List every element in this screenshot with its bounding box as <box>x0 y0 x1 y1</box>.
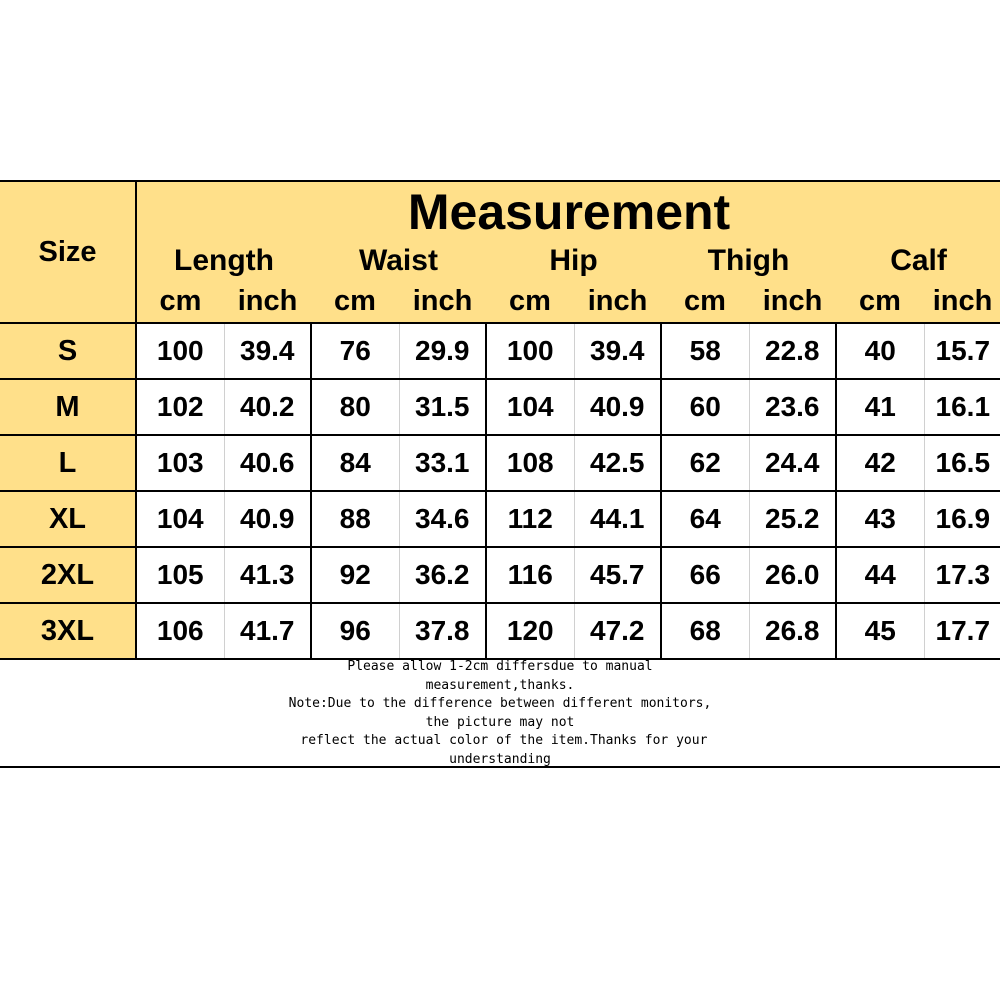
value-cell-cm: 62 <box>661 435 749 491</box>
value-cell-cm: 58 <box>661 323 749 379</box>
note-line: the picture may not <box>425 714 575 730</box>
value-cell-cm: 102 <box>136 379 224 435</box>
note-line: understanding <box>449 751 551 767</box>
unit-header-cm: cm <box>136 280 224 323</box>
value-cell-cm: 45 <box>836 603 924 659</box>
value-cell-inch: 40.6 <box>224 435 311 491</box>
value-cell-inch: 40.9 <box>224 491 311 547</box>
value-cell-inch: 29.9 <box>399 323 486 379</box>
unit-header-inch: inch <box>574 280 661 323</box>
value-cell-cm: 66 <box>661 547 749 603</box>
value-cell-cm: 76 <box>311 323 399 379</box>
table-body <box>0 323 1000 659</box>
value-cell-inch: 33.1 <box>399 435 486 491</box>
value-cell-inch: 24.4 <box>749 435 836 491</box>
value-cell-cm: 120 <box>486 603 574 659</box>
value-cell-inch: 45.7 <box>574 547 661 603</box>
size-chart <box>0 180 1000 768</box>
table-row <box>0 323 1000 379</box>
value-cell-inch: 16.9 <box>924 491 1000 547</box>
value-cell-inch: 41.7 <box>224 603 311 659</box>
value-cell-inch: 41.3 <box>224 547 311 603</box>
size-label-cell: XL <box>0 491 136 547</box>
value-cell-inch: 31.5 <box>399 379 486 435</box>
unit-header-cm: cm <box>311 280 399 323</box>
group-header-length: Length <box>136 242 311 280</box>
unit-header-cm: cm <box>486 280 574 323</box>
value-cell-cm: 60 <box>661 379 749 435</box>
value-cell-cm: 42 <box>836 435 924 491</box>
value-cell-inch: 23.6 <box>749 379 836 435</box>
value-cell-cm: 108 <box>486 435 574 491</box>
table-row <box>0 491 1000 547</box>
table-row <box>0 547 1000 603</box>
value-cell-inch: 44.1 <box>574 491 661 547</box>
group-header-calf: Calf <box>836 242 1000 280</box>
value-cell-cm: 105 <box>136 547 224 603</box>
size-column-header: Size <box>0 182 136 323</box>
note-line: measurement,thanks. <box>425 677 575 693</box>
unit-header-inch: inch <box>924 280 1000 323</box>
value-cell-inch: 39.4 <box>574 323 661 379</box>
value-cell-cm: 96 <box>311 603 399 659</box>
value-cell-inch: 26.8 <box>749 603 836 659</box>
value-cell-cm: 106 <box>136 603 224 659</box>
unit-header-inch: inch <box>749 280 836 323</box>
table-row <box>0 603 1000 659</box>
value-cell-inch: 34.6 <box>399 491 486 547</box>
value-cell-inch: 37.8 <box>399 603 486 659</box>
size-label-cell: L <box>0 435 136 491</box>
group-header-waist: Waist <box>311 242 486 280</box>
value-cell-cm: 88 <box>311 491 399 547</box>
unit-header-inch: inch <box>399 280 486 323</box>
value-cell-cm: 100 <box>136 323 224 379</box>
value-cell-cm: 103 <box>136 435 224 491</box>
value-cell-cm: 104 <box>486 379 574 435</box>
value-cell-inch: 40.2 <box>224 379 311 435</box>
value-cell-inch: 39.4 <box>224 323 311 379</box>
disclaimer-notes <box>0 658 1000 769</box>
value-cell-cm: 116 <box>486 547 574 603</box>
size-label-cell: 3XL <box>0 603 136 659</box>
unit-header-cm: cm <box>661 280 749 323</box>
size-label-cell: S <box>0 323 136 379</box>
unit-header-cm: cm <box>836 280 924 323</box>
table-row <box>0 379 1000 435</box>
value-cell-cm: 64 <box>661 491 749 547</box>
note-line: Please allow 1-2cm differsdue to manual <box>347 659 653 674</box>
size-label-cell: M <box>0 379 136 435</box>
size-table <box>0 182 1000 660</box>
value-cell-cm: 92 <box>311 547 399 603</box>
value-cell-inch: 17.3 <box>924 547 1000 603</box>
note-line: reflect the actual color of the item.Thanks for your <box>292 733 708 748</box>
table-title: Measurement <box>136 182 1000 242</box>
note-line: Note:Due to the difference between different monitors, <box>288 696 712 711</box>
value-cell-inch: 15.7 <box>924 323 1000 379</box>
value-cell-inch: 40.9 <box>574 379 661 435</box>
value-cell-cm: 68 <box>661 603 749 659</box>
value-cell-inch: 47.2 <box>574 603 661 659</box>
value-cell-cm: 41 <box>836 379 924 435</box>
value-cell-cm: 100 <box>486 323 574 379</box>
value-cell-cm: 104 <box>136 491 224 547</box>
value-cell-cm: 40 <box>836 323 924 379</box>
value-cell-inch: 26.0 <box>749 547 836 603</box>
size-label-cell: 2XL <box>0 547 136 603</box>
value-cell-cm: 112 <box>486 491 574 547</box>
table-row <box>0 435 1000 491</box>
unit-header-inch: inch <box>224 280 311 323</box>
group-header-thigh: Thigh <box>661 242 836 280</box>
value-cell-inch: 22.8 <box>749 323 836 379</box>
value-cell-inch: 36.2 <box>399 547 486 603</box>
value-cell-cm: 84 <box>311 435 399 491</box>
value-cell-inch: 16.1 <box>924 379 1000 435</box>
value-cell-cm: 44 <box>836 547 924 603</box>
value-cell-inch: 17.7 <box>924 603 1000 659</box>
value-cell-inch: 42.5 <box>574 435 661 491</box>
value-cell-cm: 43 <box>836 491 924 547</box>
value-cell-inch: 25.2 <box>749 491 836 547</box>
value-cell-inch: 16.5 <box>924 435 1000 491</box>
group-header-hip: Hip <box>486 242 661 280</box>
value-cell-cm: 80 <box>311 379 399 435</box>
